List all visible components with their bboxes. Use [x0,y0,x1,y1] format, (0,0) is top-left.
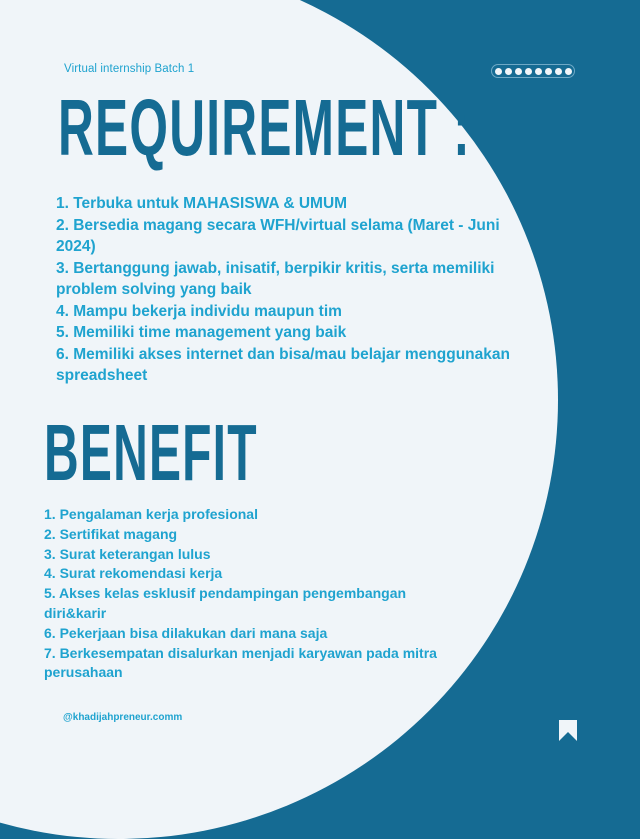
requirement-heading: REQUIREMENT : [58,83,471,172]
requirement-item: 5. Memiliki time management yang baik [56,324,347,341]
pager-dot [545,68,552,75]
benefit-item: 6. Pekerjaan bisa dilakukan dari mana saja [44,624,328,641]
batch-subtitle: Virtual internship Batch 1 [64,63,195,75]
benefit-item: 5. Akses kelas esklusif pendampingan pengembangan diri&karir [44,585,407,621]
benefit-item: 4. Surat rekomendasi kerja [44,565,223,582]
benefit-item: 2. Sertifikat magang [44,525,178,542]
benefit-list [44,505,464,683]
pager-dot [555,68,562,75]
requirement-item: 6. Memiliki akses internet dan bisa/mau belajar menggunakan spreadsheet [56,345,510,384]
requirement-item: 2. Bersedia magang secara WFH/virtual selama (Maret - Juni 2024) [56,216,500,255]
benefit-heading: BENEFIT [44,408,258,497]
social-handle: @khadijahpreneur.comm [63,712,183,723]
pager-dot [505,68,512,75]
requirement-item: 4. Mampu bekerja individu maupun tim [56,302,342,320]
pagination-dots-icon [491,64,575,78]
bookmark-icon[interactable] [559,720,577,741]
benefit-item: 3. Surat keterangan lulus [44,545,211,562]
pager-dot [535,68,542,75]
pager-dot [495,68,502,75]
pager-dot [515,68,522,75]
requirement-item: 3. Bertanggung jawab, inisatif, berpikir kritis, serta memiliki problem solving yang baik [56,259,495,298]
pager-dot [565,68,572,75]
benefit-item: 1. Pengalaman kerja profesional [44,506,258,522]
requirement-item: 1. Terbuka untuk MAHASISWA & UMUM [56,195,348,212]
pager-dot [525,68,532,75]
requirement-list [56,193,516,387]
benefit-item: 7. Berkesempatan disalurkan menjadi karyawan pada mitra perusahaan [44,644,437,681]
